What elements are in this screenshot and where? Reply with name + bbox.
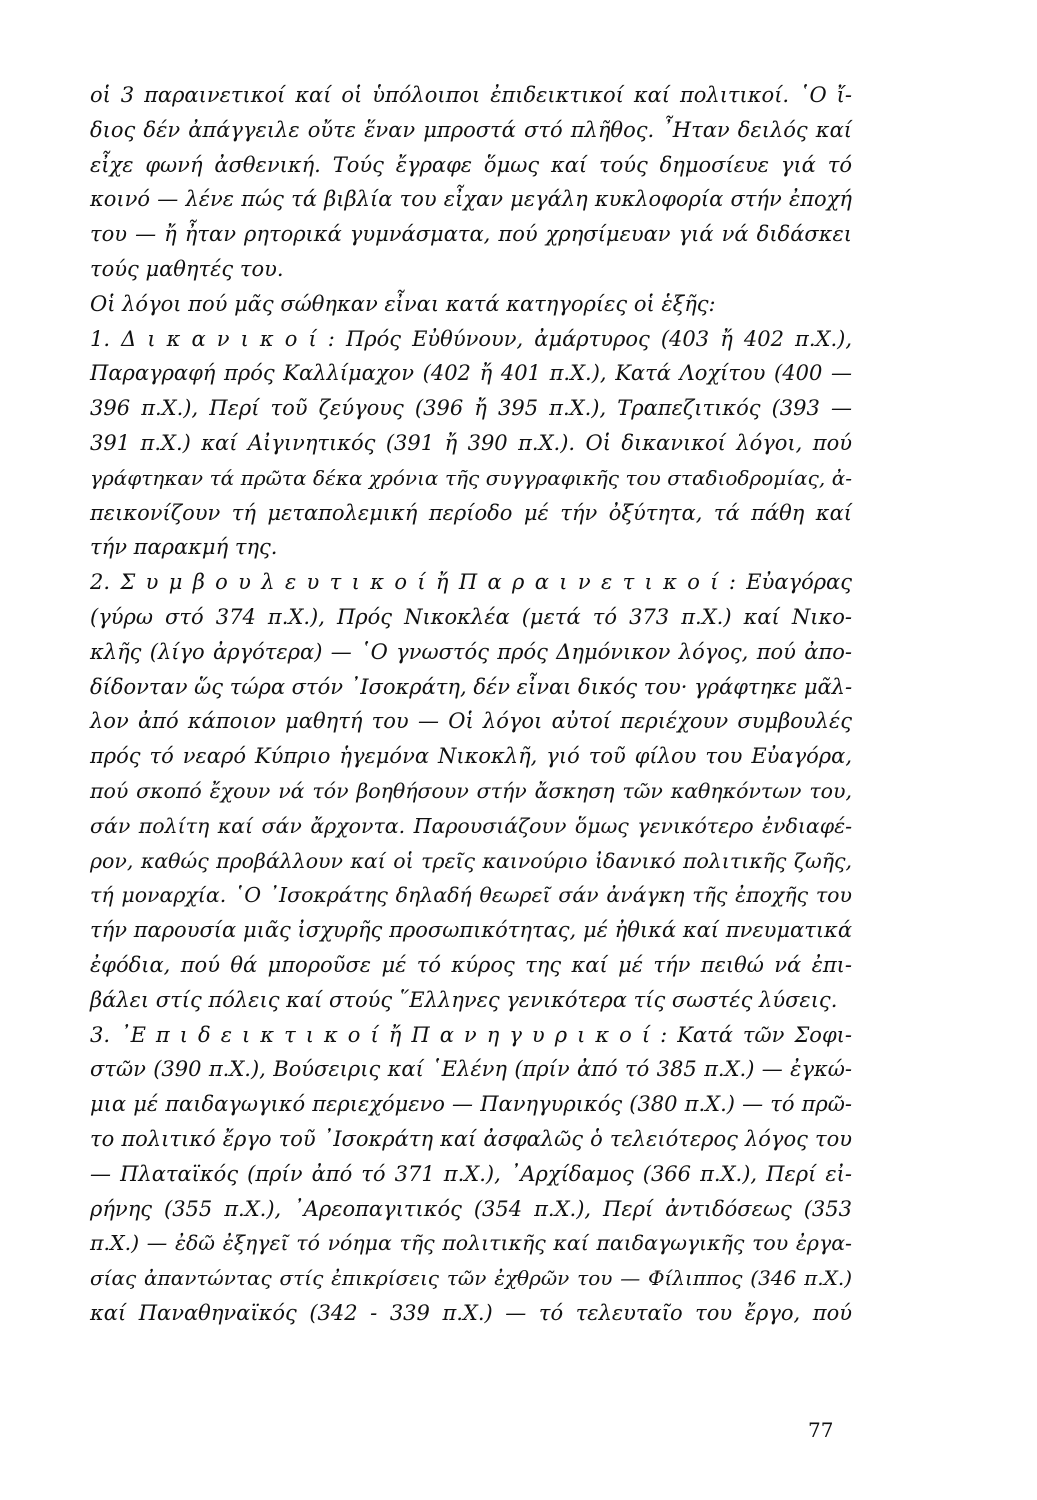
- text-line: πρός τό νεαρό Κύπριο ἡγεμόνα Νικοκλῆ, γιό τοῦ φίλου του Εὐαγόρα,: [90, 744, 852, 769]
- text-line: το πολιτικό ἔργο τοῦ ᾿Ισοκράτη καί ἀσφαλῶς ὁ τελειότερος λόγος του: [90, 1126, 852, 1151]
- text-line: δίδονταν ὥς τώρα στόν ᾿Ισοκράτη, δέν εἶναι δικός του· γράφτηκε μᾶλ-: [90, 674, 853, 699]
- text-line: οἱ 3 παραινετικοί καί οἱ ὑπόλοιποι ἐπιδεικτικοί καί πολιτικοί. ῾Ο ἴ-: [90, 83, 852, 107]
- body-text: [90, 78, 852, 1331]
- text-line: Οἱ λόγοι πού μᾶς σώθηκαν εἶναι κατά κατηγορίες οἱ ἑξῆς:: [90, 291, 716, 316]
- text-line: πού σκοπό ἔχουν νά τόν βοηθήσουν στήν ἄσκηση τῶν καθηκόντων του,: [90, 778, 852, 803]
- text-line: (γύρω στό 374 π.Χ.), Πρός Νικοκλέα (μετά τό 373 π.Χ.) καί Νικο-: [90, 604, 852, 629]
- text-line: κλῆς (λίγο ἀργότερα) — ῾Ο γνωστός πρός Δημόνικον λόγος, πού ἀπο-: [90, 639, 852, 664]
- text-line: ρήνης (355 π.Χ.), ᾿Αρεοπαγιτικός (354 π.Χ.), Περί ἀντιδόσεως (353: [90, 1196, 852, 1221]
- text-line: — Πλαταϊκός (πρίν ἀπό τό 371 π.Χ.), ᾿Αρχίδαμος (366 π.Χ.), Περί εἰ-: [90, 1161, 852, 1186]
- text-line: 396 π.Χ.), Περί τοῦ ζεύγους (396 ἤ 395 π.Χ.), Τραπεζιτικός (393 —: [90, 396, 852, 421]
- text-line: 391 π.Χ.) καί Αἰγινητικός (391 ἤ 390 π.Χ.). Οἱ δικανικοί λόγοι, πού: [90, 430, 852, 455]
- text-line: τούς μαθητές του.: [90, 256, 284, 281]
- text-line: σάν πολίτη καί σάν ἄρχοντα. Παρουσιάζουν ὅμως γενικότερο ἐνδιαφέ-: [90, 813, 852, 838]
- text-line: π.Χ.) — ἐδῶ ἐξηγεῖ τό νόημα τῆς πολιτικῆς καί παιδαγωγικῆς του ἐργα-: [90, 1231, 852, 1256]
- text-line: σίας ἀπαντώντας στίς ἐπικρίσεις τῶν ἐχθρῶν του — Φίλιππος (346 π.Χ.): [90, 1266, 852, 1291]
- text-line: βάλει στίς πόλεις καί στούς ῞Ελληνες γενικότερα τίς σωστές λύσεις.: [90, 987, 838, 1012]
- text-line: ρον, καθώς προβάλλουν καί οἱ τρεῖς καινούριο ἰδανικό πολιτικῆς ζωῆς,: [90, 848, 852, 873]
- text-line: τήν παρουσία μιᾶς ἰσχυρῆς προσωπικότητας, μέ ἠθικά καί πνευματικά: [90, 918, 852, 943]
- text-line: τή μοναρχία. ῾Ο ᾿Ισοκράτης δηλαδή θεωρεῖ σάν ἀνάγκη τῆς ἐποχῆς του: [90, 883, 852, 908]
- text-line: λον ἀπό κάποιον μαθητή του — Οἱ λόγοι αὐτοί περιέχουν συμβουλές: [90, 709, 852, 734]
- text-line: ἐφόδια, πού θά μποροῦσε μέ τό κύρος της καί μέ τήν πειθώ νά ἐπι-: [90, 952, 852, 977]
- text-line: στῶν (390 π.Χ.), Βούσειρις καί ῾Ελένη (πρίν ἀπό τό 385 π.Χ.) — ἐγκώ-: [90, 1057, 852, 1082]
- text-line: μια μέ παιδαγωγικό περιεχόμενο — Πανηγυρικός (380 π.Χ.) — τό πρῶ-: [90, 1092, 852, 1117]
- text-line: γράφτηκαν τά πρῶτα δέκα χρόνια τῆς συγγραφικῆς του σταδιοδρομίας, ἀ-: [90, 465, 852, 490]
- text-line: διος δέν ἀπάγγειλε οὔτε ἕναν μπροστά στό πλῆθος. ῏Ηταν δειλός καί: [90, 117, 852, 142]
- section-heading-dikanikoi: 1. Δ ι κ α ν ι κ ο ί : Πρός Εὐθύνουν, ἀμάρτυρος (403 ἤ 402 π.Χ.),: [90, 326, 852, 351]
- text-line: Παραγραφή πρός Καλλίμαχον (402 ἤ 401 π.Χ.), Κατά Λοχίτου (400 —: [90, 361, 852, 386]
- text-line: του — ἤ ἦταν ρητορικά γυμνάσματα, πού χρησίμευαν γιά νά διδάσκει: [90, 222, 852, 247]
- section-heading-symvouleftikoi: 2. Σ υ μ β ο υ λ ε υ τ ι κ ο ί ἤ Π α ρ α ι ν ε τ ι κ ο ί : Εὐαγόρας: [90, 570, 852, 595]
- text-line: πεικονίζουν τή μεταπολεμική περίοδο μέ τήν ὀξύτητα, τά πάθη καί: [90, 500, 852, 525]
- page-number: 77: [808, 1418, 834, 1442]
- section-heading-epideiktikoi: 3. ᾿Ε π ι δ ε ι κ τ ι κ ο ί ἤ Π α ν η γ υ ρ ι κ ο ί : Κατά τῶν Σοφι-: [90, 1022, 852, 1047]
- text-line: κοινό — λένε πώς τά βιβλία του εἶχαν μεγάλη κυκλοφορία στήν ἐποχή: [90, 187, 852, 212]
- text-line: καί Παναθηναϊκός (342 - 339 π.Χ.) — τό τελευταῖο του ἔργο, πού: [90, 1300, 852, 1325]
- text-line: εἶχε φωνή ἀσθενική. Τούς ἔγραφε ὅμως καί τούς δημοσίευε γιά τό: [90, 152, 852, 177]
- text-line: τήν παρακμή της.: [90, 535, 278, 560]
